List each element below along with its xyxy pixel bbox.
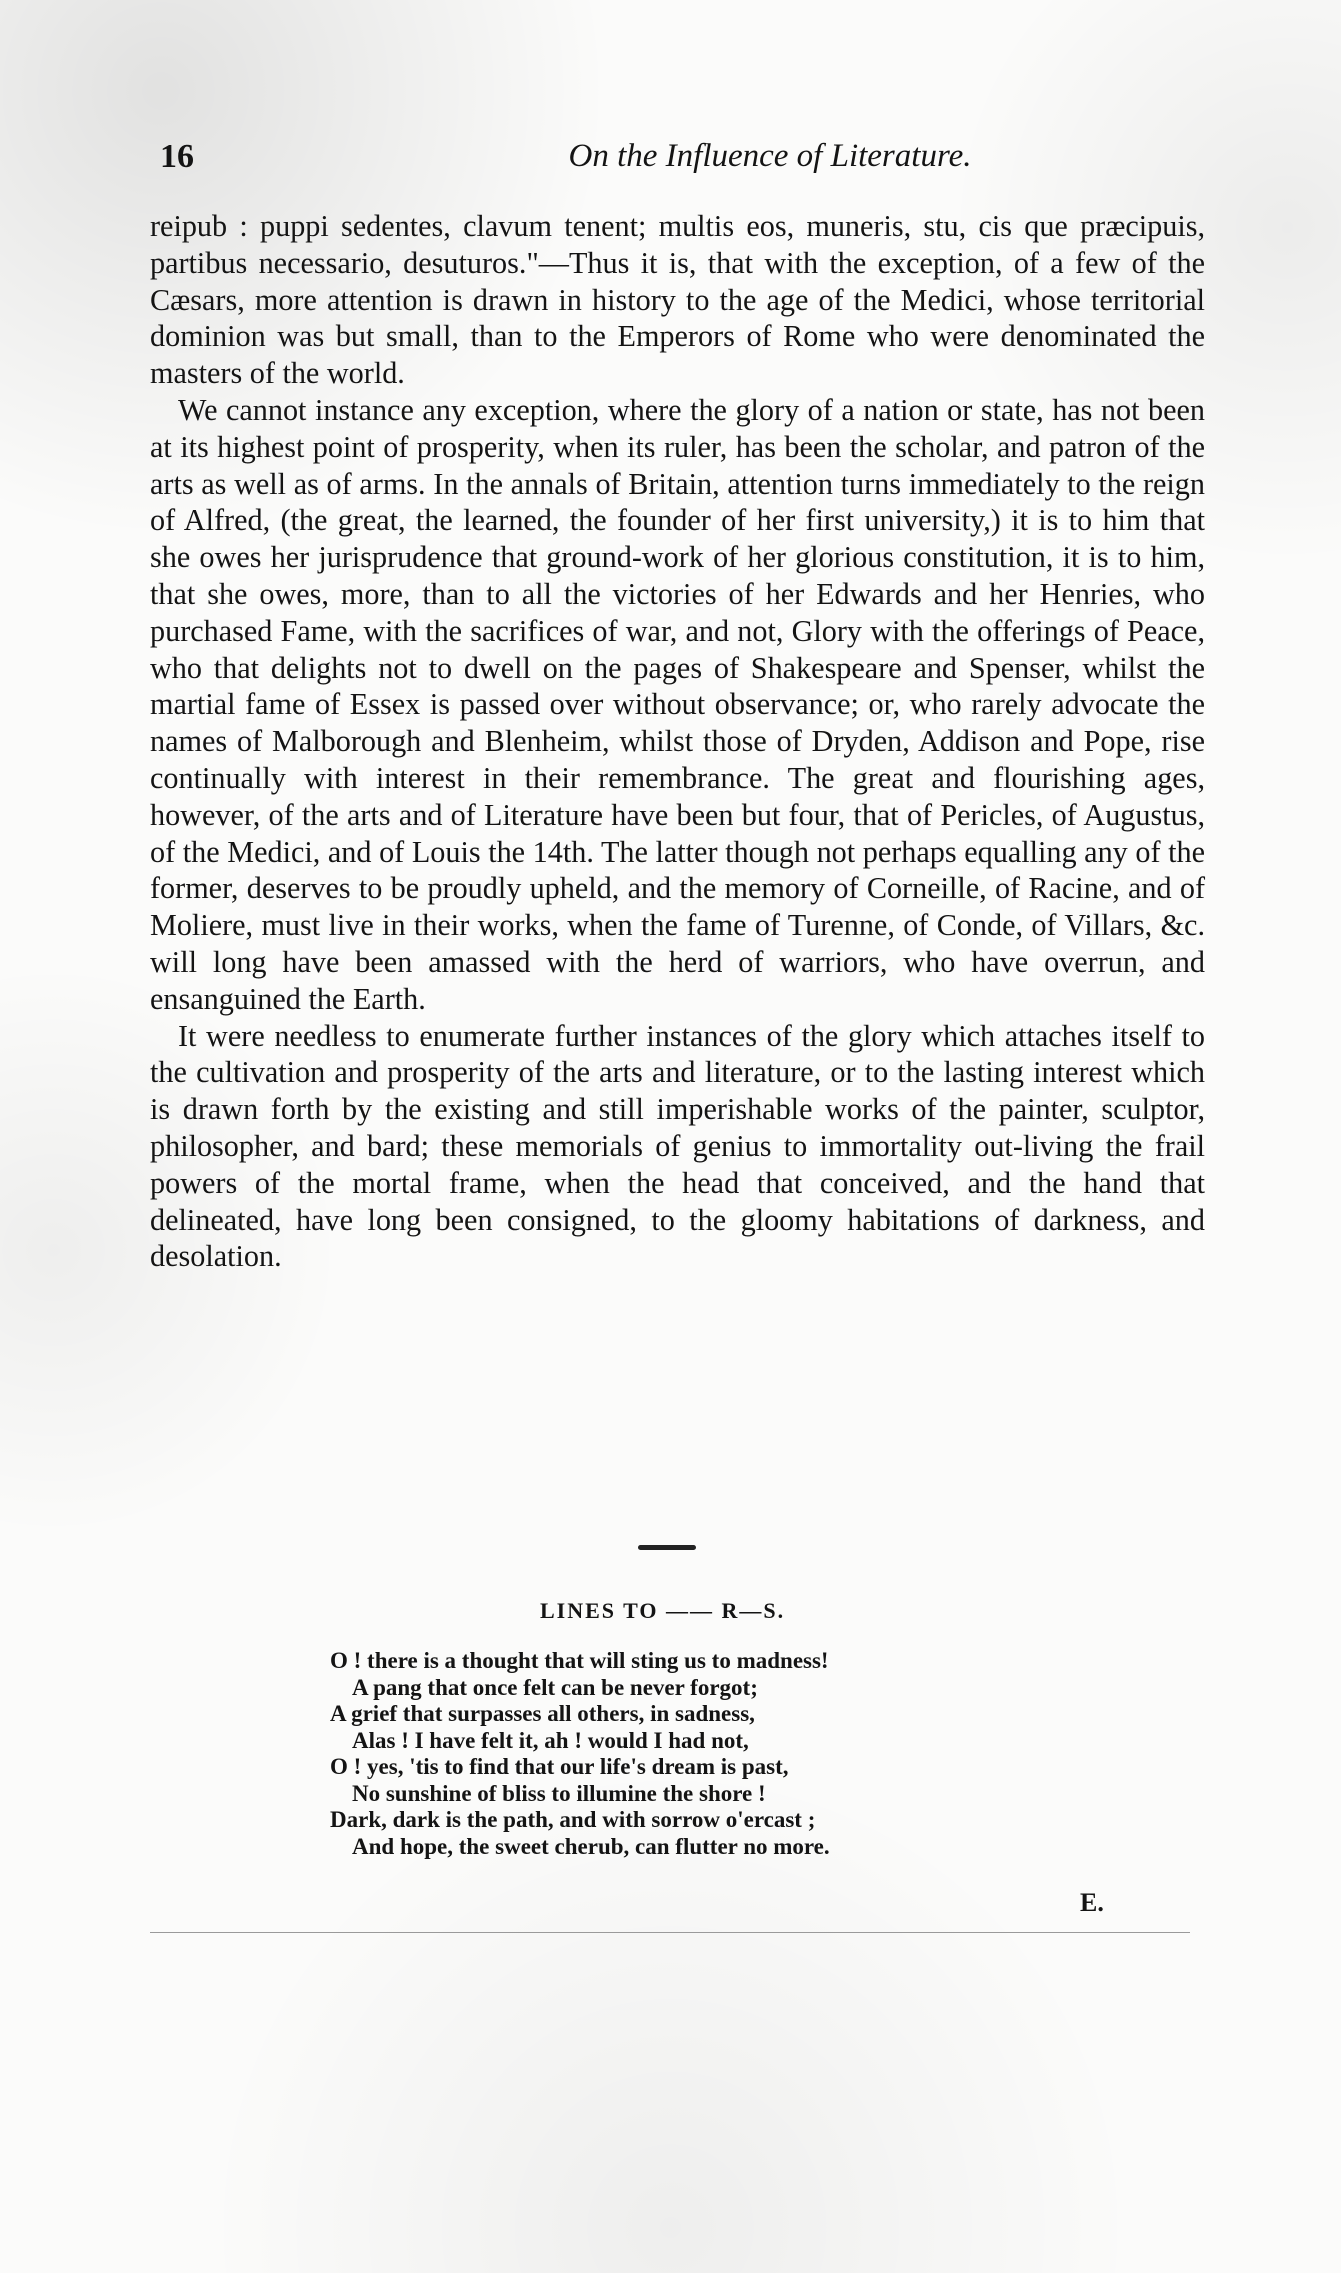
page-header	[160, 138, 1210, 198]
running-title: On the Influence of Literature.	[568, 138, 972, 174]
poem-heading: LINES TO —— R—S.	[540, 1598, 786, 1623]
poem-line: No sunshine of bliss to illumine the shore !	[352, 1780, 766, 1806]
poem-line: O ! there is a thought that will sting us to madness!	[330, 1648, 829, 1673]
poem-signature: E.	[1080, 1888, 1104, 1917]
poem-body	[330, 1648, 1030, 1860]
poem-line: A pang that once felt can be never forgot;	[352, 1674, 758, 1700]
poem-line: Alas ! I have felt it, ah ! would I had not,	[352, 1727, 749, 1753]
poem-line: O ! yes, 'tis to find that our life's dream is past,	[330, 1754, 789, 1779]
poem-line: Dark, dark is the path, and with sorrow o'ercast ;	[330, 1807, 816, 1832]
poem-line: And hope, the sweet cherub, can flutter no more.	[352, 1833, 830, 1859]
poem-line: A grief that surpasses all others, in sadness,	[330, 1701, 755, 1726]
section-divider	[638, 1545, 696, 1550]
footer-rule	[150, 1932, 1190, 1933]
essay-paragraph: reipub : puppi sedentes, clavum tenent; multis eos, muneris, stu, cis que præcipuis, partibus necessario, desuturos."—Thus it is, that with the exception, of a few of the Cæsars, more attention is drawn in history to the age of the Medici, whose territorial dominion was but small, than to the Emperors of Rome who were denominated the masters of the world.	[150, 209, 1205, 391]
essay-paragraph: It were needless to enumerate further instances of the glory which attaches itself to the cultivation and prosperity of the arts and literature, or to the lasting interest which is drawn forth by the existing and still imperishable works of the painter, sculptor, philosopher, and bard; these memorials of genius to immortality out-living the frail powers of the mortal frame, when the head that conceived, and the hand that delineated, have long been consigned, to the gloomy habitations of darkness, and desolation.	[150, 1018, 1205, 1274]
essay-body	[150, 208, 1205, 1275]
page-number: 16	[160, 138, 194, 175]
essay-paragraph: We cannot instance any exception, where the glory of a nation or state, has not been at its highest point of prosperity, when its ruler, has been the scholar, and patron of the arts as well as of arms. In the annals of Britain, attention turns immediately to the reign of Alfred, (the great, the learned, the founder of her first university,) it is to him that she owes her jurisprudence that ground-work of her glorious constitution, it is to him, that she owes, more, than to all the victories of her Edwards and her Henries, who purchased Fame, with the sacrifices of war, and not, Glory with the offerings of Peace, who that delights not to dwell on the pages of Shakespeare and Spenser, whilst the martial fame of Essex is passed over without observance; or, who rarely advocate the names of Malborough and Blenheim, whilst those of Dryden, Addison and Pope, rise continually with interest in their remembrance. The great and flourishing ages, however, of the arts and of Literature have been but four, that of Pericles, of Augustus, of the Medici, and of Louis the 14th. The latter though not perhaps equalling any of the former, deserves to be proudly upheld, and the memory of Corneille, of Racine, and of Moliere, must live in their works, when the fame of Turenne, of Conde, of Villars, &c. will long have been amassed with the herd of warriors, who have overrun, and ensanguined the Earth.	[150, 392, 1205, 1016]
